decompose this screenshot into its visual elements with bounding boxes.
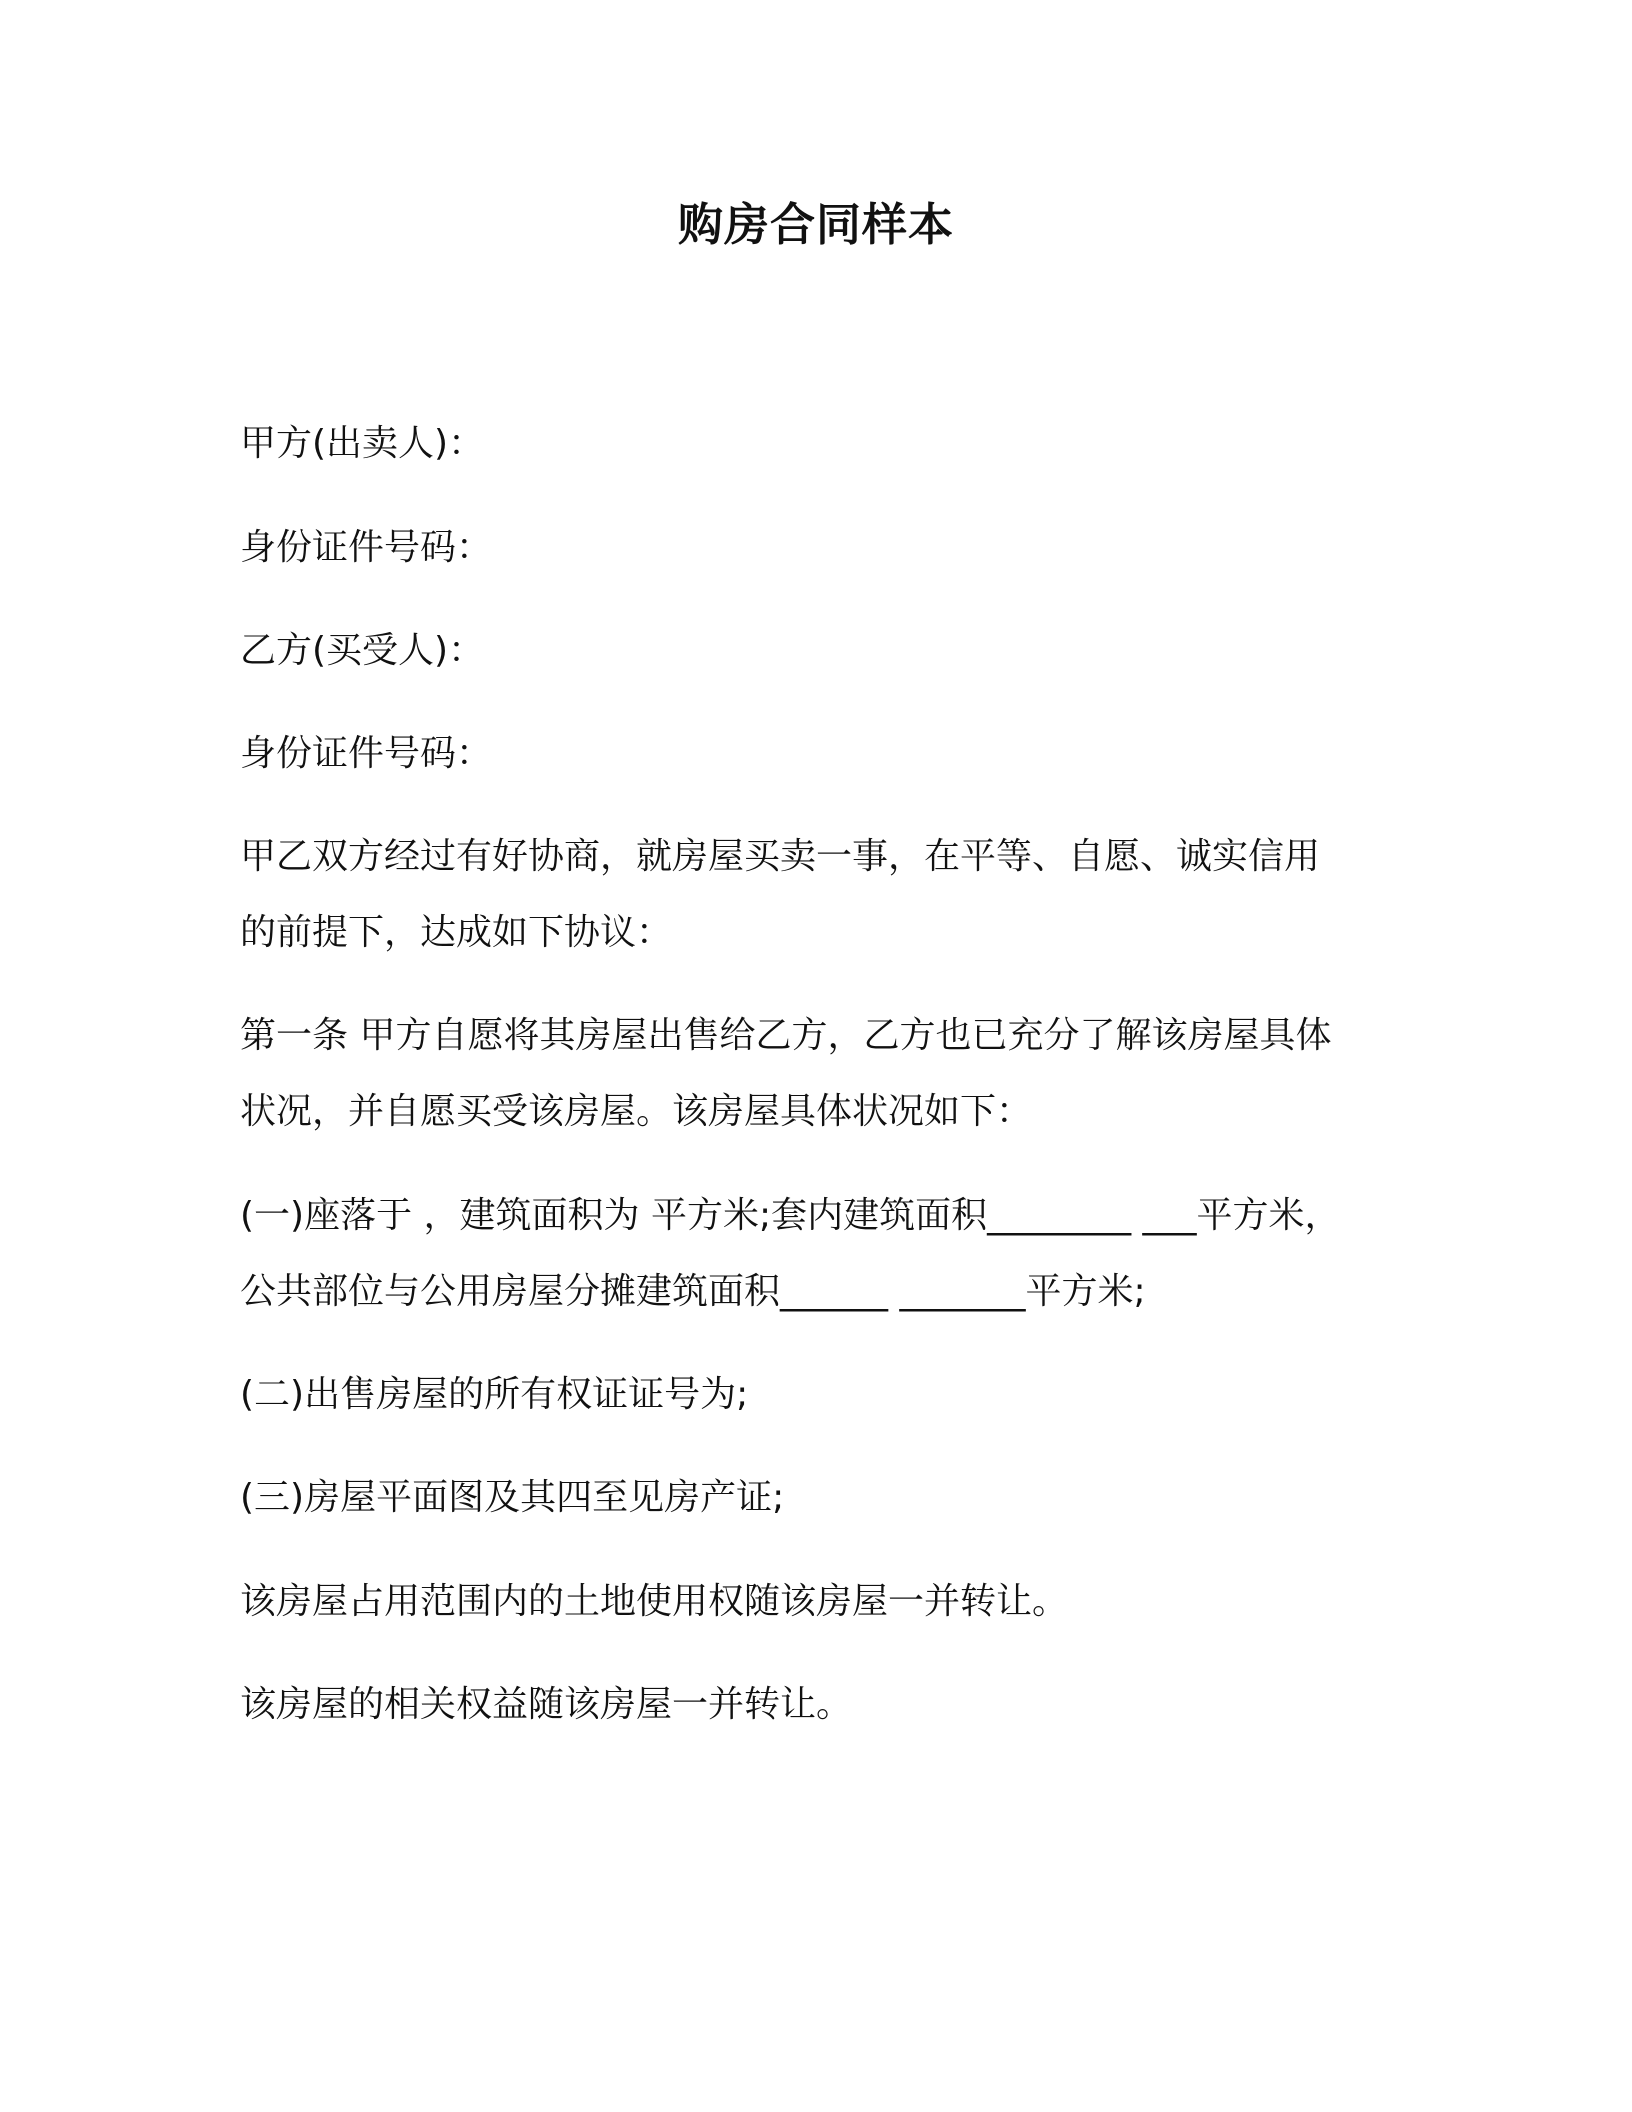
article-1-line-2: 状况，并自愿买受该房屋。该房屋具体状况如下： — [240, 1091, 1033, 1132]
buyer-id-label: 身份证件号码： — [240, 733, 493, 774]
clause-1-line-2: 公共部位与公用房屋分摊建筑面积______ _______平方米; — [240, 1271, 1146, 1312]
preamble-line-2: 的前提下，达成如下协议： — [240, 912, 673, 953]
clause-1-line-1: (一)座落于 ，建筑面积为 平方米;套内建筑面积________ ___平方米， — [240, 1195, 1341, 1236]
land-use-transfer-text: 该房屋占用范围内的土地使用权随该房屋一并转让。 — [240, 1581, 1069, 1622]
buyer-label: 乙方(买受人)： — [240, 630, 485, 671]
preamble-line-1: 甲乙双方经过有好协商，就房屋买卖一事，在平等、自愿、诚实信用 — [240, 836, 1321, 877]
clause-3: (三)房屋平面图及其四至见房产证; — [240, 1477, 785, 1518]
article-1-line-1: 第一条 甲方自愿将其房屋出售给乙方，乙方也已充分了解该房屋具体 — [240, 1015, 1332, 1056]
rights-transfer-text: 该房屋的相关权益随该房屋一并转让。 — [240, 1684, 853, 1725]
seller-id-label: 身份证件号码： — [240, 527, 493, 568]
seller-label: 甲方(出卖人)： — [240, 423, 485, 464]
clause-2: (二)出售房屋的所有权证证号为; — [240, 1374, 749, 1415]
document-title: 购房合同样本 — [677, 198, 954, 251]
